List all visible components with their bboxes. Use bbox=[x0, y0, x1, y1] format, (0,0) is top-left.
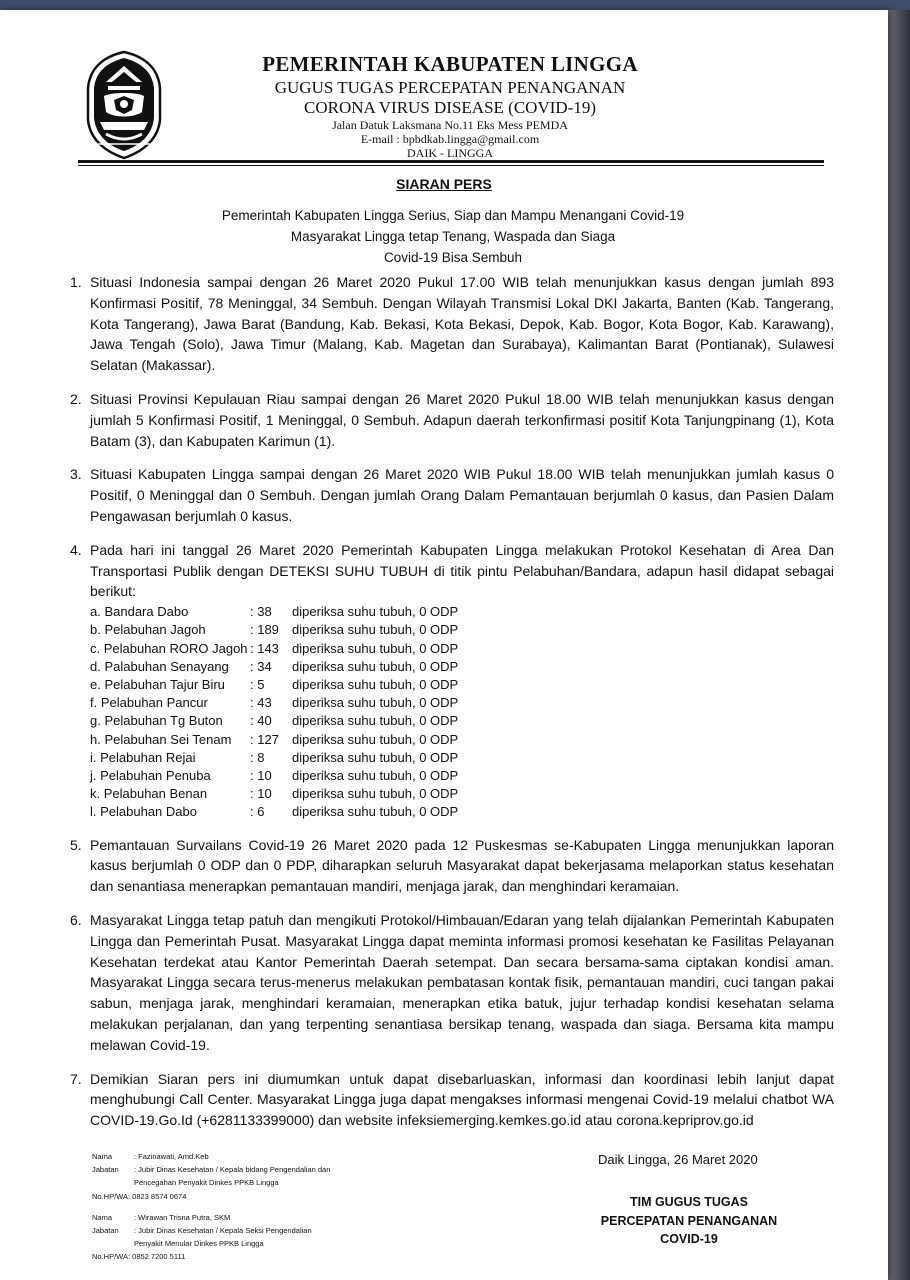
task-force-title-1: GUGUS TUGAS PERCEPATAN PENANGANAN bbox=[274, 78, 626, 97]
port-name: k. Pelabuhan Benan bbox=[90, 786, 208, 802]
point-text: Pemantauan Survailans Covid-19 26 Maret 2020 pada 12 Puskesmas se-Kabupaten Lingga menunjukkan laporan kasus berjumlah 0 ODP dan 0 PDP, diharapkan seluruh Masyarakat dapat bekerjasama melaporkan status kesehatan dan senantiasa menerapkan pemantauan mandiri, menjaga jarak, dan menghindari keramaian. bbox=[90, 836, 834, 895]
contact-label: Nama bbox=[92, 1152, 113, 1161]
port-row bbox=[90, 694, 834, 712]
contact-row bbox=[92, 1224, 512, 1237]
point-number: 6. bbox=[70, 911, 82, 928]
contact-label-spacer bbox=[92, 1237, 134, 1250]
port-result: diperiksa suhu tubuh, 0 ODP bbox=[292, 786, 459, 802]
port-row bbox=[90, 785, 834, 803]
point-text: Situasi Kabupaten Lingga sampai dengan 26 Maret 2020 WIB Pukul 18.00 WIB telah menunjukkan jumlah kasus 0 Positif, 0 Meninggal dan 0 Sembuh. Dengan jumlah Orang Dalam Pemantauan berjumlah 0 kasus, dan Pasien Dalam Pengawasan berjumlah 0 kasus. bbox=[90, 466, 834, 524]
government-name: PEMERINTAH KABUPATEN LINGGA bbox=[262, 52, 638, 76]
port-result: diperiksa suhu tubuh, 0 ODP bbox=[292, 804, 459, 820]
signature-block bbox=[560, 1193, 818, 1249]
port-name: a. Bandara Dabo bbox=[90, 604, 189, 620]
subtitle-line: Covid-19 Bisa Sembuh bbox=[383, 250, 523, 265]
point-item bbox=[70, 835, 834, 897]
port-row bbox=[90, 640, 834, 658]
contact-name: : Wirawan Trisna Putra, SKM bbox=[134, 1212, 231, 1222]
point-item bbox=[70, 272, 834, 376]
contact-name: : Fazinawati, Amd.Keb bbox=[134, 1152, 209, 1161]
port-row bbox=[90, 767, 834, 785]
office-email: E-mail : bpbdkab.lingga@gmail.com bbox=[360, 132, 540, 146]
port-result: diperiksa suhu tubuh, 0 ODP bbox=[292, 713, 459, 729]
contact-row bbox=[92, 1211, 512, 1224]
contact-phone: No.HP/WA: 0823 8574 0674 bbox=[92, 1191, 187, 1201]
port-result: diperiksa suhu tubuh, 0 ODP bbox=[292, 640, 459, 656]
port-count: : 189 bbox=[250, 622, 279, 638]
port-count: : 127 bbox=[250, 731, 279, 747]
contact-row bbox=[92, 1190, 512, 1203]
port-count: : 10 bbox=[250, 786, 272, 802]
contact-position: : Jubir Dinas Kesehatan / Kepala bidang Pengendalian dan bbox=[134, 1165, 331, 1175]
point-item bbox=[70, 540, 834, 822]
point-text: Demikian Siaran pers ini diumumkan untuk dapat disebarluaskan, informasi dan koordinasi lebih lanjut dapat menghubungi Call Center. Masyarakat Lingga juga dapat mengakses informasi mengenai Covid-19 melalui chatbot WA COVID-19.Go.Id (+6281133399000) dan website infeksiemerging.kemkes.go.id atau corona.kepriprov.go.id bbox=[90, 1070, 834, 1129]
port-row bbox=[90, 603, 834, 621]
port-result: diperiksa suhu tubuh, 0 ODP bbox=[292, 749, 459, 765]
point-text: Situasi Indonesia sampai dengan 26 Maret 2020 Pukul 17.00 WIB telah menunjukkan kasus dengan jumlah 893 Konfirmasi Positif, 78 Meninggal, 34 Sembuh. Dengan Wilayah Transmisi Lokal DKI Jakarta, Banten (Kab. Tangerang, Kota Tangerang), Jawa Barat (Bandung, Kab. Bekasi, Kota Bekasi, Depok, Kab. Bogor, Kota Bogor, Kab. Karawang), Jawa Tengah (Solo), Jawa Timur (Malang, Kab. Magetan dan Surabaya), Kalimantan Barat (Pontianak), Sulawesi Selatan (Makassar). bbox=[90, 274, 834, 374]
port-result: diperiksa suhu tubuh, 0 ODP bbox=[292, 622, 459, 638]
port-count: : 143 bbox=[250, 640, 279, 656]
point-number: 4. bbox=[70, 541, 82, 558]
port-row bbox=[90, 749, 834, 767]
spokesperson-contacts bbox=[92, 1150, 512, 1264]
contact-gap bbox=[92, 1203, 512, 1211]
contact-position-cont: Pencegahan Penyakit Dinkes PPKB Lingga bbox=[134, 1178, 279, 1188]
port-row bbox=[90, 712, 834, 730]
port-row bbox=[90, 731, 834, 749]
port-row bbox=[90, 803, 834, 821]
port-result: diperiksa suhu tubuh, 0 ODP bbox=[292, 676, 459, 692]
signature-line: PERCEPATAN PENANGANAN bbox=[600, 1213, 778, 1228]
viewer-side-edge bbox=[888, 10, 910, 1280]
port-count: : 40 bbox=[250, 713, 272, 729]
port-count: : 5 bbox=[250, 676, 265, 692]
port-name: e. Pelabuhan Tajur Biru bbox=[90, 676, 225, 692]
kabupaten-lingga-emblem-icon bbox=[84, 48, 164, 160]
contact-row bbox=[92, 1150, 512, 1163]
port-name: f. Pelabuhan Pancur bbox=[90, 695, 208, 711]
subtitles bbox=[0, 205, 888, 268]
viewer-top-bar bbox=[0, 0, 910, 10]
point-item bbox=[70, 1069, 834, 1131]
point-text: Masyarakat Lingga tetap patuh dan mengikuti Protokol/Himbauan/Edaran yang telah dijalankan Pemerintah Kabupaten Lingga dan Pemerintah Pusat. Masyarakat Lingga dapat meminta informasi promosi kesehatan ke Fasilitas Pelayanan Kesehatan terdekat atau Kantor Pemerintah Daerah setempat. Dan secara bersama-sama ciptakan kondisi aman. Masyarakat Lingga secara terus-menerus melakukan pembatasan kontak fisik, pemantauan mandiri, cuci tangan pakai sabun, menjaga jarak, menghindari keramaian, menerapkan etika batuk, jujur terhadap kondisi kesehatan selama melakukan perjalanan, dan yang terpenting senantiasa bersikap tenang, waspada dan siaga. Bersama kita mampu melawan Covid-19. bbox=[90, 911, 834, 1053]
port-name: j. Pelabuhan Penuba bbox=[90, 767, 211, 783]
point-number: 2. bbox=[70, 390, 82, 407]
point-number: 5. bbox=[70, 836, 82, 853]
contact-label-spacer bbox=[92, 1176, 134, 1189]
port-row bbox=[90, 621, 834, 639]
office-address: Jalan Datuk Laksmana No.11 Eks Mess PEMDA bbox=[332, 118, 568, 132]
office-city: DAIK - LINGGA bbox=[407, 146, 493, 160]
point-item bbox=[70, 464, 834, 526]
point-number: 7. bbox=[70, 1070, 82, 1087]
contact-row bbox=[92, 1237, 512, 1250]
port-count: : 10 bbox=[250, 767, 272, 783]
port-result: diperiksa suhu tubuh, 0 ODP bbox=[292, 658, 459, 674]
contact-position-cont: Penyakit Menular Dinkes PPKB Lingga bbox=[134, 1239, 264, 1249]
point-item bbox=[70, 389, 834, 451]
press-points bbox=[70, 272, 834, 1144]
contact-position: : Jubir Dinas Kesehatan / Kepala Seksi Pengendalian bbox=[134, 1226, 312, 1236]
signature-line: COVID-19 bbox=[660, 1232, 718, 1246]
point-text: Pada hari ini tanggal 26 Maret 2020 Pemerintah Kabupaten Lingga melakukan Protokol Kesehatan di Area Dan Transportasi Publik dengan DETEKSI SUHU TUBUH di titik pintu Pelabuhan/Bandara, adapun hasil didapat sebagai berikut: bbox=[90, 541, 834, 600]
contact-phone: No.HP/WA: 0852 7200 5111 bbox=[92, 1252, 186, 1262]
port-name: i. Pelabuhan Rejai bbox=[90, 749, 196, 765]
subtitle-line: Pemerintah Kabupaten Lingga Serius, Siap dan Mampu Menangani Covid-19 bbox=[221, 208, 685, 223]
point-number: 3. bbox=[70, 466, 82, 483]
point-body bbox=[90, 540, 834, 822]
port-result: diperiksa suhu tubuh, 0 ODP bbox=[292, 731, 459, 747]
port-result: diperiksa suhu tubuh, 0 ODP bbox=[292, 695, 459, 711]
signature-date: Daik Lingga, 26 Maret 2020 bbox=[598, 1152, 758, 1167]
document-title: SIARAN PERS bbox=[396, 176, 492, 192]
contact-label: Jabatan bbox=[92, 1226, 119, 1236]
port-name: h. Pelabuhan Sei Tenam bbox=[90, 731, 232, 747]
port-name: b. Pelabuhan Jagoh bbox=[90, 622, 206, 638]
port-count: : 38 bbox=[250, 604, 272, 620]
contact-label: Jabatan bbox=[92, 1165, 119, 1175]
subtitle-line: Masyarakat Lingga tetap Tenang, Waspada dan Siaga bbox=[290, 229, 616, 244]
port-count: : 8 bbox=[250, 749, 265, 765]
port-name: d. Palabuhan Senayang bbox=[90, 658, 229, 674]
contact-label: Nama bbox=[92, 1212, 113, 1222]
port-result: diperiksa suhu tubuh, 0 ODP bbox=[292, 604, 459, 620]
port-count: : 43 bbox=[250, 695, 272, 711]
port-result: diperiksa suhu tubuh, 0 ODP bbox=[292, 767, 459, 783]
port-name: g. Pelabuhan Tg Buton bbox=[90, 713, 223, 729]
point-number: 1. bbox=[70, 274, 82, 290]
port-name: c. Pelabuhan RORO Jagoh bbox=[90, 640, 248, 656]
letterhead-rule-thick bbox=[78, 160, 824, 163]
task-force-title-2: CORONA VIRUS DISEASE (COVID-19) bbox=[303, 98, 596, 117]
port-count: : 6 bbox=[250, 804, 265, 820]
signature-line: TIM GUGUS TUGAS bbox=[629, 1195, 749, 1209]
contact-row bbox=[92, 1163, 512, 1176]
port-screening-list bbox=[90, 603, 834, 821]
port-count: : 34 bbox=[250, 658, 272, 674]
letterhead-rule-thin bbox=[78, 165, 824, 166]
document-page bbox=[0, 10, 888, 1280]
contact-row bbox=[92, 1250, 512, 1263]
point-text: Situasi Provinsi Kepulauan Riau sampai dengan 26 Maret 2020 Pukul 18.00 WIB telah menunjukkan kasus dengan jumlah 5 Konfirmasi Positif, 1 Meninggal, 0 Sembuh. Adapun daerah terkonfirmasi positif Kota Tanjungpinang (1), Kota Batam (3), dan Kabupaten Karimun (1). bbox=[90, 390, 834, 449]
contact-row bbox=[92, 1176, 512, 1189]
port-row bbox=[90, 658, 834, 676]
point-item bbox=[70, 910, 834, 1056]
port-row bbox=[90, 676, 834, 694]
port-name: l. Pelabuhan Dabo bbox=[90, 804, 197, 820]
